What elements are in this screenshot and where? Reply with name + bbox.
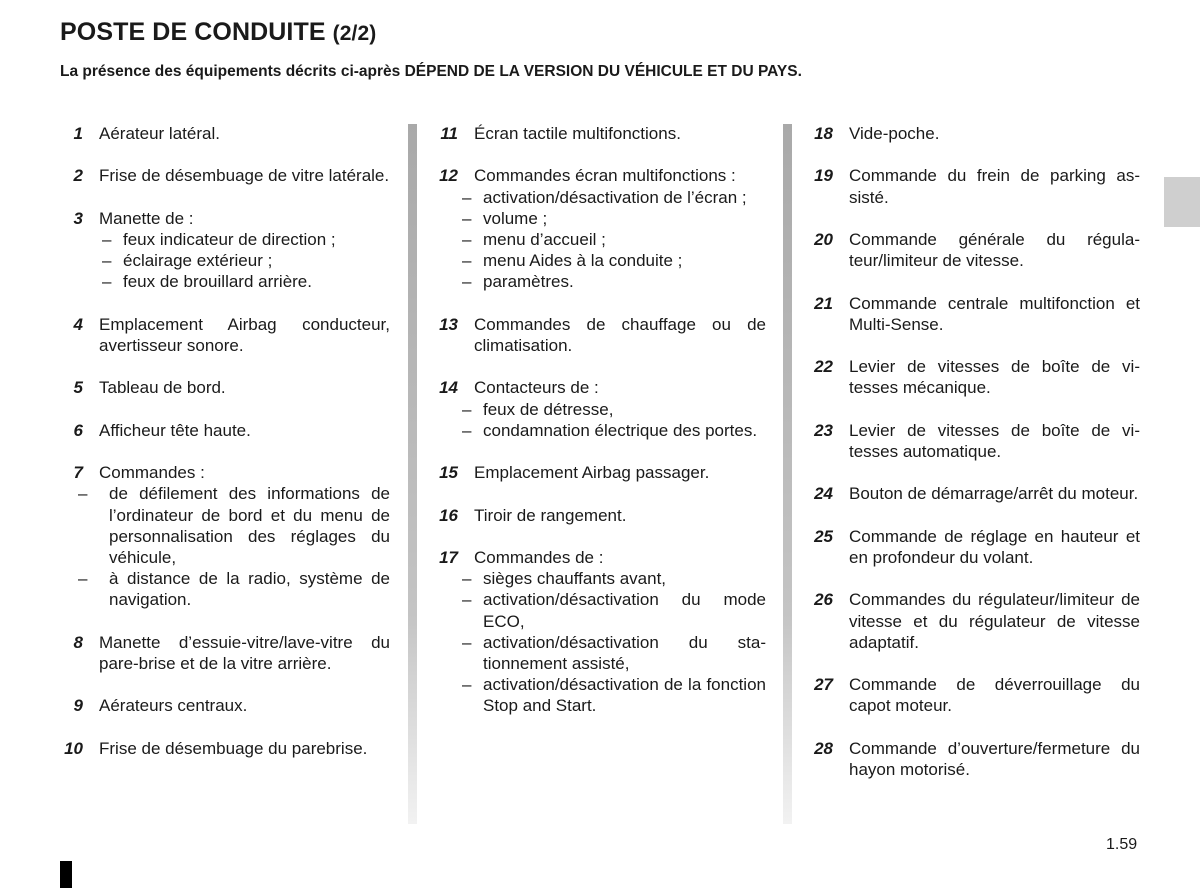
item-number: 4 bbox=[73, 314, 83, 334]
sub-list bbox=[459, 568, 766, 716]
page-title bbox=[60, 18, 376, 47]
version-notice: La présence des équipements décrits ci-après DÉPEND DE LA VERSION DU VÉHICULE ET DU PAYS. bbox=[60, 63, 802, 80]
sub-item: – volume ; bbox=[459, 208, 766, 229]
sub-item: – éclairage extérieur ; bbox=[99, 250, 390, 271]
column-divider-left bbox=[408, 124, 417, 824]
item-number: 3 bbox=[73, 208, 83, 228]
sub-list bbox=[459, 187, 766, 293]
legend-item-4 bbox=[60, 314, 390, 356]
sub-list bbox=[75, 483, 390, 610]
sub-item: – menu Aides à la conduite ; bbox=[459, 250, 766, 271]
section-thumb-tab bbox=[1164, 177, 1200, 227]
item-number: 1 bbox=[73, 124, 83, 143]
item-text: Emplacement Airbag passager. bbox=[474, 463, 710, 483]
item-number: 11 bbox=[440, 124, 458, 143]
column-3 bbox=[810, 123, 1140, 801]
title-part-indicator: (2/2) bbox=[332, 22, 377, 45]
item-text: Levier de vitesses de boîte de vitesses mécanique. bbox=[849, 357, 1140, 398]
sub-item: – activation/désactivation du stationnement assisté, bbox=[459, 632, 766, 674]
item-number: 7 bbox=[73, 463, 83, 483]
item-number: 25 bbox=[814, 526, 833, 546]
item-text: Frise de désembuage du parebrise. bbox=[99, 738, 368, 758]
legend-item-13 bbox=[435, 314, 766, 356]
item-number: 22 bbox=[814, 357, 833, 377]
item-number: 28 bbox=[814, 738, 833, 758]
legend-item-11 bbox=[435, 123, 766, 144]
item-text: Commandes : bbox=[99, 463, 205, 483]
legend-item-12 bbox=[435, 165, 766, 292]
item-text: Aérateur latéral. bbox=[99, 124, 220, 143]
legend-item-16 bbox=[435, 505, 766, 526]
sub-item: – sièges chauffants avant, bbox=[459, 568, 766, 589]
item-number: 23 bbox=[814, 420, 833, 440]
legend-item-8 bbox=[60, 632, 390, 674]
sub-item: – activation/désactivation du mode ECO, bbox=[459, 589, 766, 631]
item-text: Commandes de chauffage ou de climatisation. bbox=[474, 314, 766, 355]
legend-item-14 bbox=[435, 377, 766, 441]
column-1 bbox=[60, 123, 390, 780]
item-text: Commande de déverrouillage du capot moteur. bbox=[849, 675, 1140, 716]
item-text: Manette d’essuie-vitre/lave-vitre du pare-brise et de la vitre arrière. bbox=[99, 632, 390, 673]
item-number: 20 bbox=[814, 229, 833, 249]
legend-item-15 bbox=[435, 462, 766, 483]
item-text: Contacteurs de : bbox=[474, 378, 599, 398]
corner-mark bbox=[60, 861, 72, 888]
legend-item-7 bbox=[60, 462, 390, 610]
sub-item: – menu d’accueil ; bbox=[459, 229, 766, 250]
item-text: Commandes du régulateur/limiteur de vitesse et du régulateur de vitesse adaptatif. bbox=[849, 590, 1140, 652]
item-text: Commande de réglage en hauteur et en profondeur du volant. bbox=[849, 526, 1140, 567]
item-number: 21 bbox=[814, 293, 833, 313]
column-divider-right bbox=[783, 124, 792, 824]
item-text: Commande du frein de parking assisté. bbox=[849, 166, 1140, 207]
legend-item-20 bbox=[810, 229, 1140, 271]
item-number: 24 bbox=[814, 484, 833, 504]
item-number: 18 bbox=[814, 124, 833, 143]
item-text: Levier de vitesses de boîte de vitesses automatique. bbox=[849, 420, 1140, 461]
item-number: 5 bbox=[73, 378, 83, 398]
legend-item-17 bbox=[435, 547, 766, 717]
legend-item-6 bbox=[60, 420, 390, 441]
item-number: 26 bbox=[814, 590, 833, 610]
item-text: Aérateurs centraux. bbox=[99, 696, 248, 716]
legend-item-26 bbox=[810, 589, 1140, 653]
legend-item-5 bbox=[60, 377, 390, 398]
item-text: Vide-poche. bbox=[849, 124, 940, 143]
page-number: 1.59 bbox=[1106, 836, 1138, 853]
legend-item-19 bbox=[810, 165, 1140, 207]
item-number: 6 bbox=[73, 420, 83, 440]
item-number: 14 bbox=[439, 378, 458, 398]
item-number: 19 bbox=[814, 166, 833, 186]
column-2 bbox=[435, 123, 766, 738]
item-number: 2 bbox=[73, 166, 83, 186]
sub-item: – condamnation électrique des portes. bbox=[459, 420, 766, 441]
legend-item-3 bbox=[60, 208, 390, 293]
legend-item-22 bbox=[810, 356, 1140, 398]
item-number: 15 bbox=[439, 463, 458, 483]
legend-item-9 bbox=[60, 695, 390, 716]
item-number: 8 bbox=[73, 632, 83, 652]
item-text: Commande d’ouverture/fermeture du hayon motorisé. bbox=[849, 738, 1140, 779]
item-number: 10 bbox=[64, 738, 83, 758]
sub-list bbox=[459, 399, 766, 441]
sub-item: – à distance de la radio, système de navigation. bbox=[75, 568, 390, 610]
legend-item-23 bbox=[810, 420, 1140, 462]
item-number: 12 bbox=[439, 166, 458, 186]
item-text: Commandes écran multifonctions : bbox=[474, 166, 736, 186]
title-text: POSTE DE CONDUITE bbox=[60, 18, 326, 46]
item-text: Commande générale du régulateur/limiteur de vitesse. bbox=[849, 229, 1140, 271]
item-number: 17 bbox=[439, 547, 458, 567]
item-number: 9 bbox=[73, 696, 83, 716]
sub-list bbox=[99, 229, 390, 293]
item-text: Manette de : bbox=[99, 208, 194, 228]
item-text: Emplacement Airbag conducteur, avertisseur sonore. bbox=[99, 314, 390, 355]
item-text: Commande centrale multifonction et Multi-Sense. bbox=[849, 293, 1140, 334]
item-text: Tableau de bord. bbox=[99, 378, 226, 398]
item-number: 13 bbox=[439, 314, 458, 334]
legend-item-27 bbox=[810, 674, 1140, 716]
legend-item-2 bbox=[60, 165, 390, 186]
legend-item-28 bbox=[810, 738, 1140, 780]
sub-item: – paramètres. bbox=[459, 271, 766, 292]
item-text: Bouton de démarrage/arrêt du moteur. bbox=[849, 484, 1139, 504]
item-number: 27 bbox=[814, 675, 833, 695]
legend-item-10 bbox=[60, 738, 390, 759]
sub-item: – activation/désactivation de l’écran ; bbox=[459, 187, 766, 208]
sub-item: – de défilement des informations de l’ordinateur de bord et du menu de personnalisation des réglages du véhicule, bbox=[75, 483, 390, 568]
legend-item-1 bbox=[60, 123, 390, 144]
item-text: Frise de désembuage de vitre latérale. bbox=[99, 166, 390, 186]
item-text: Afficheur tête haute. bbox=[99, 420, 251, 440]
sub-item: – feux de détresse, bbox=[459, 399, 766, 420]
sub-item: – activation/désactivation de la fonction Stop and Start. bbox=[459, 674, 766, 716]
item-text: Tiroir de rangement. bbox=[474, 505, 627, 525]
item-text: Écran tactile multifonctions. bbox=[474, 124, 681, 143]
sub-item: – feux indicateur de direction ; bbox=[99, 229, 390, 250]
legend-item-24 bbox=[810, 483, 1140, 504]
item-number: 16 bbox=[439, 505, 458, 525]
legend-item-21 bbox=[810, 293, 1140, 335]
legend-item-18 bbox=[810, 123, 1140, 144]
legend-item-25 bbox=[810, 526, 1140, 568]
sub-item: – feux de brouillard arrière. bbox=[99, 271, 390, 292]
item-text: Commandes de : bbox=[474, 547, 604, 567]
